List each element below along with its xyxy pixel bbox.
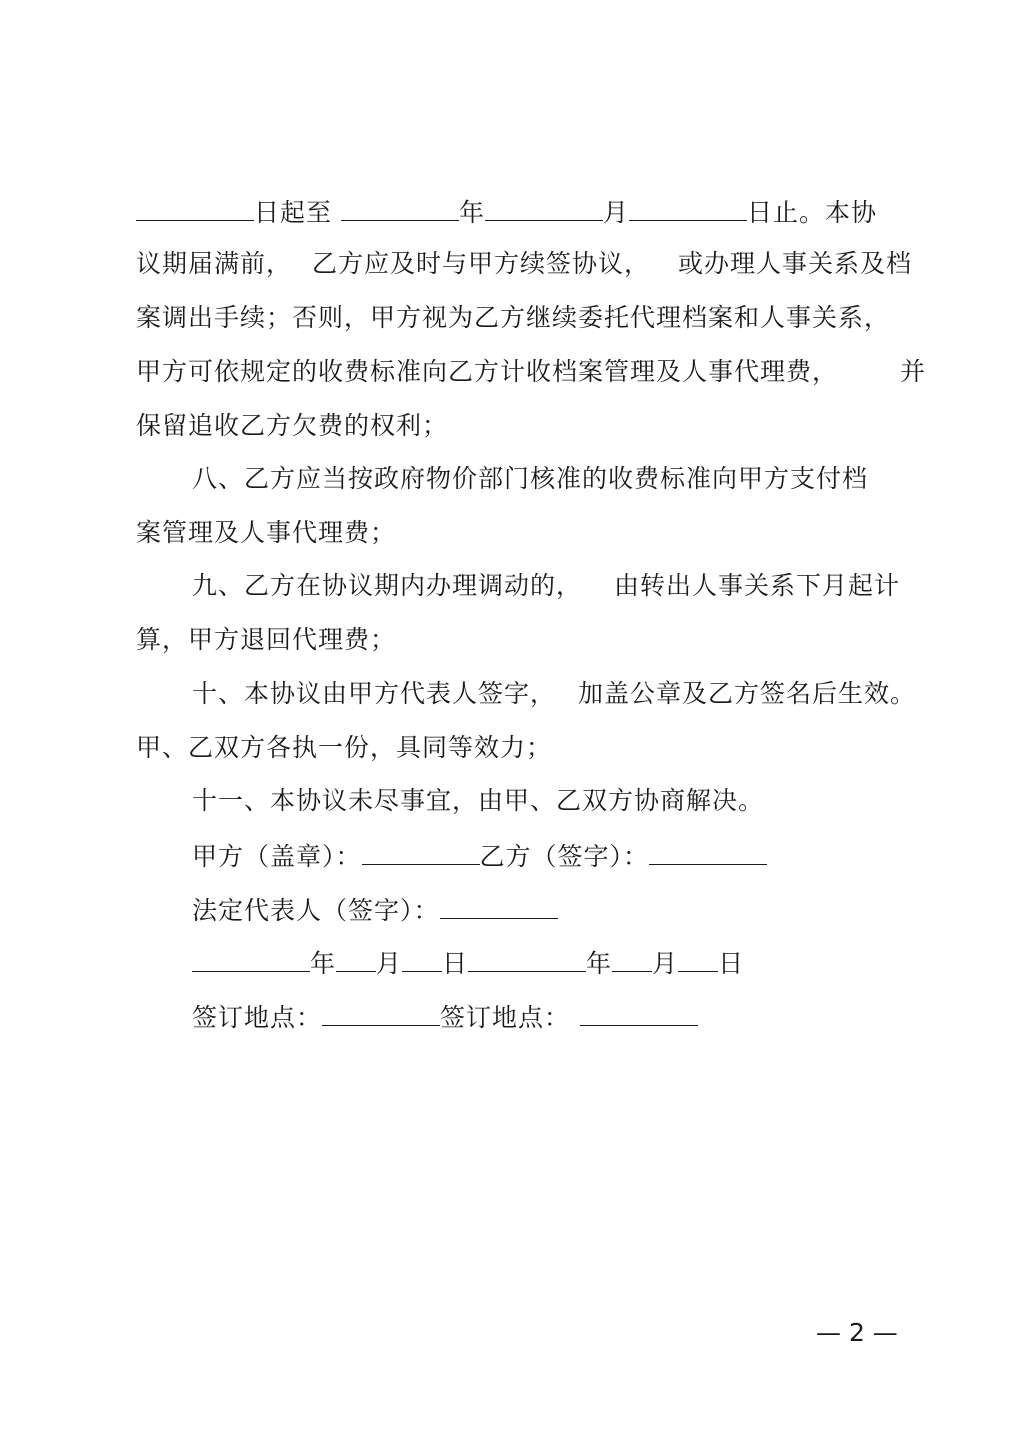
blank-field [485, 196, 603, 221]
blank-field [341, 196, 459, 221]
page-number: — 2 — [816, 1318, 898, 1347]
blank-field [322, 1001, 440, 1026]
text-line-7: 案管理及人事代理费； [136, 518, 397, 547]
text-line-5: 保留追收乙方欠费的权利； [136, 411, 449, 440]
text-line-9: 算，甲方退回代理费； [136, 625, 397, 654]
signature-line-representative: 法定代表人（签字）： [192, 894, 558, 926]
blank-field [678, 947, 718, 972]
blank-field [612, 947, 652, 972]
clause-8: 八、乙方应当按政府物价部门核准的收费标准向甲方支付档 [192, 464, 869, 493]
blank-field [336, 947, 376, 972]
text-line-1: 日起至 年 月 日止。本协 [136, 196, 877, 228]
text-line-4: 甲方可依规定的收费标准向乙方计收档案管理及人事代理费， 并 [136, 357, 927, 386]
signature-line-parties: 甲方（盖章）： 乙方（签字）： [192, 840, 767, 872]
blank-field [136, 196, 254, 221]
clause-11: 十一、本协议未尽事宜，由甲、乙双方协商解决。 [192, 786, 765, 815]
text-line-3: 案调出手续；否则，甲方视为乙方继续委托代理档案和人事关系， [136, 303, 891, 332]
text-line-2: 议期届满前， 乙方应及时与甲方续签协议， 或办理人事关系及档 [136, 249, 913, 278]
signing-place-line: 签订地点： 签订地点： [192, 1001, 698, 1033]
blank-field [580, 1001, 698, 1026]
clause-10: 十、本协议由甲方代表人签字， 加盖公章及乙方签名后生效。 [192, 679, 917, 708]
blank-field [468, 947, 586, 972]
blank-field [192, 947, 310, 972]
date-line: 年 月 日 年 月 日 [192, 947, 744, 979]
text-line-11: 甲、乙双方各执一份，具同等效力； [136, 733, 553, 762]
blank-field [649, 840, 767, 865]
blank-field [402, 947, 442, 972]
blank-field [629, 196, 747, 221]
blank-field [440, 894, 558, 919]
blank-field [362, 840, 480, 865]
clause-9: 九、乙方在协议期内办理调动的， 由转出人事关系下月起计 [192, 571, 901, 600]
